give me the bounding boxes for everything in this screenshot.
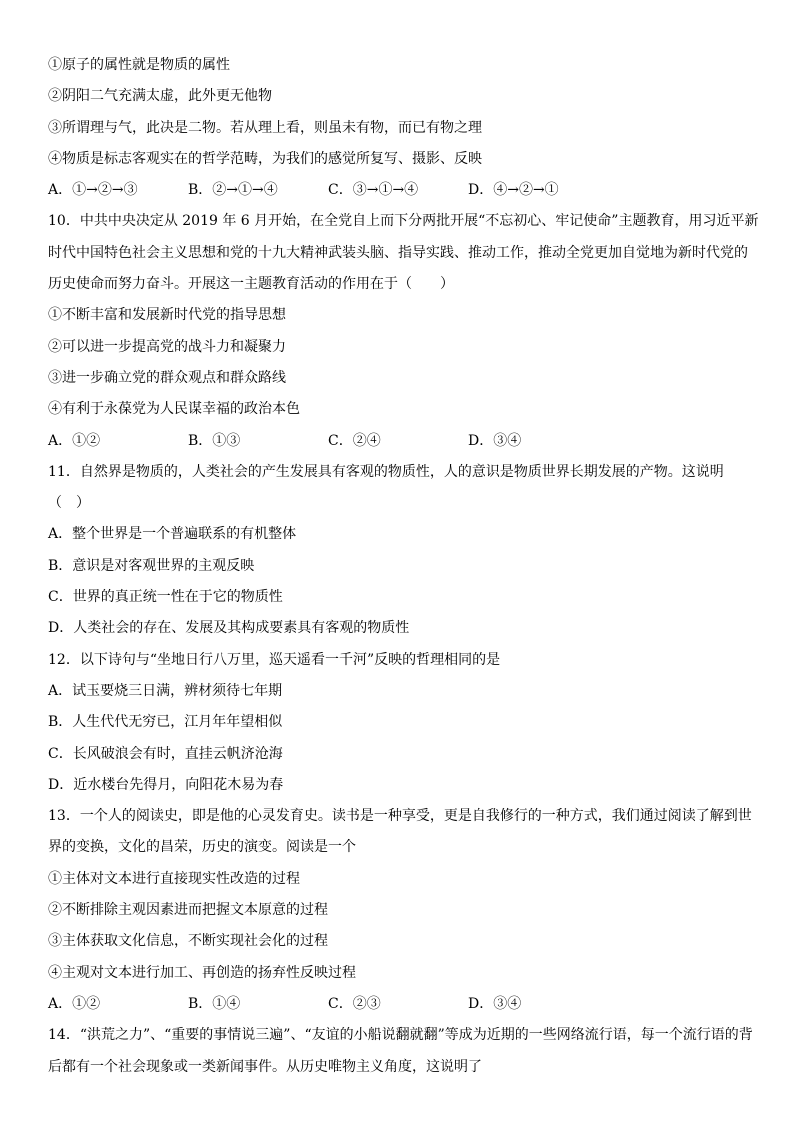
- q14: [48, 1020, 753, 1083]
- question-stem-line: 界的变换，文化的昌荣，历史的演变。阅读是一个: [48, 839, 356, 856]
- option-c: C．世界的真正统一性在于它的物质性: [48, 589, 283, 606]
- option-b: B．意识是对客观世界的主观反映: [48, 557, 255, 574]
- question-stem-line: 历史使命而努力奋斗。开展这一主题教育活动的作用在于（ ）: [48, 276, 454, 293]
- q9-statements: [48, 50, 748, 175]
- statement-2: ②不断排除主观因素进而把握文本原意的过程: [48, 902, 328, 919]
- statement-3: ③主体获取文化信息，不断实现社会化的过程: [48, 933, 328, 950]
- question-stem-line: 后都有一个社会现象或一类新闻事件。从历史唯物主义角度，这说明了: [48, 1058, 482, 1075]
- exam-page: [48, 50, 759, 1083]
- statement-1: ①主体对文本进行直接现实性改造的过程: [48, 870, 300, 887]
- question-stem-line: 13．一个人的阅读史，即是他的心灵发育史。读书是一种享受，更是自我修行的一种方式，我们通过阅读了解到世: [48, 808, 752, 825]
- statement-3: ③所谓理与气，此决是二物。若从理上看，则虽未有物，而已有物之理: [48, 119, 482, 136]
- option-b: B．①③: [188, 432, 241, 449]
- option-c: C．②④: [328, 432, 381, 449]
- option-b: B．②→①→④: [188, 182, 278, 199]
- q10-options: [48, 426, 748, 457]
- statement-1: ①不断丰富和发展新时代党的指导思想: [48, 307, 286, 324]
- question-stem-line: 12．以下诗句与“坐地日行八万里，巡天遥看一千河”反映的哲理相同的是: [48, 651, 501, 668]
- statement-3: ③进一步确立党的群众观点和群众路线: [48, 369, 286, 386]
- option-d: D．近水楼台先得月，向阳花木易为春: [48, 776, 284, 793]
- q11-q13: [48, 457, 752, 989]
- option-a: A．①→②→③: [48, 182, 138, 199]
- answer-blank: （ ）: [48, 495, 90, 512]
- statement-1: ①原子的属性就是物质的属性: [48, 57, 230, 73]
- statement-2: ②阴阳二气充满太虚，此外更无他物: [48, 88, 272, 105]
- option-a: A．整个世界是一个普遍联系的有机整体: [48, 526, 297, 543]
- statement-4: ④物质是标志客观实在的哲学范畴，为我们的感觉所复写、摄影、反映: [48, 150, 482, 167]
- q9-options: [48, 175, 748, 206]
- option-b: B．①④: [188, 995, 241, 1012]
- option-d: D．人类社会的存在、发展及其构成要素具有客观的物质性: [48, 620, 410, 637]
- option-d: D．③④: [468, 995, 522, 1012]
- statement-2: ②可以进一步提高党的战斗力和凝聚力: [48, 338, 286, 355]
- question-stem-line: 14．“洪荒之力”、“重要的事情说三遍”、“友谊的小船说翻就翻”等成为近期的一些网络流行语，每一个流行语的背: [48, 1027, 753, 1044]
- option-a: A．试玉要烧三日满，辨材须待七年期: [48, 682, 283, 699]
- option-c: C．长风破浪会有时，直挂云帆济沧海: [48, 745, 283, 762]
- option-a: A．①②: [48, 995, 101, 1012]
- statement-4: ④有利于永葆党为人民谋幸福的政治本色: [48, 401, 300, 418]
- option-d: D．④→②→①: [468, 182, 559, 199]
- statement-4: ④主观对文本进行加工、再创造的扬弃性反映过程: [48, 964, 356, 981]
- q13-options: [48, 989, 748, 1020]
- option-b: B．人生代代无穷已，江月年年望相似: [48, 714, 283, 731]
- option-d: D．③④: [468, 432, 522, 449]
- question-stem-line: 11．自然界是物质的，人类社会的产生发展具有客观的物质性，人的意识是物质世界长期发展的产物。这说明: [48, 463, 724, 480]
- option-c: C．②③: [328, 995, 381, 1012]
- option-c: C．③→①→④: [328, 182, 419, 199]
- option-a: A．①②: [48, 432, 101, 449]
- q10: [48, 206, 759, 425]
- question-stem-line: 10．中共中央决定从 2019 年 6 月开始，在全党自上而下分两批开展“不忘初心、牢记使命”主题教育，用习近平新: [48, 213, 759, 230]
- question-stem-line: 时代中国特色社会主义思想和党的十九大精神武装头脑、指导实践、推动工作，推动全党更加自觉地为新时代党的: [48, 244, 748, 261]
